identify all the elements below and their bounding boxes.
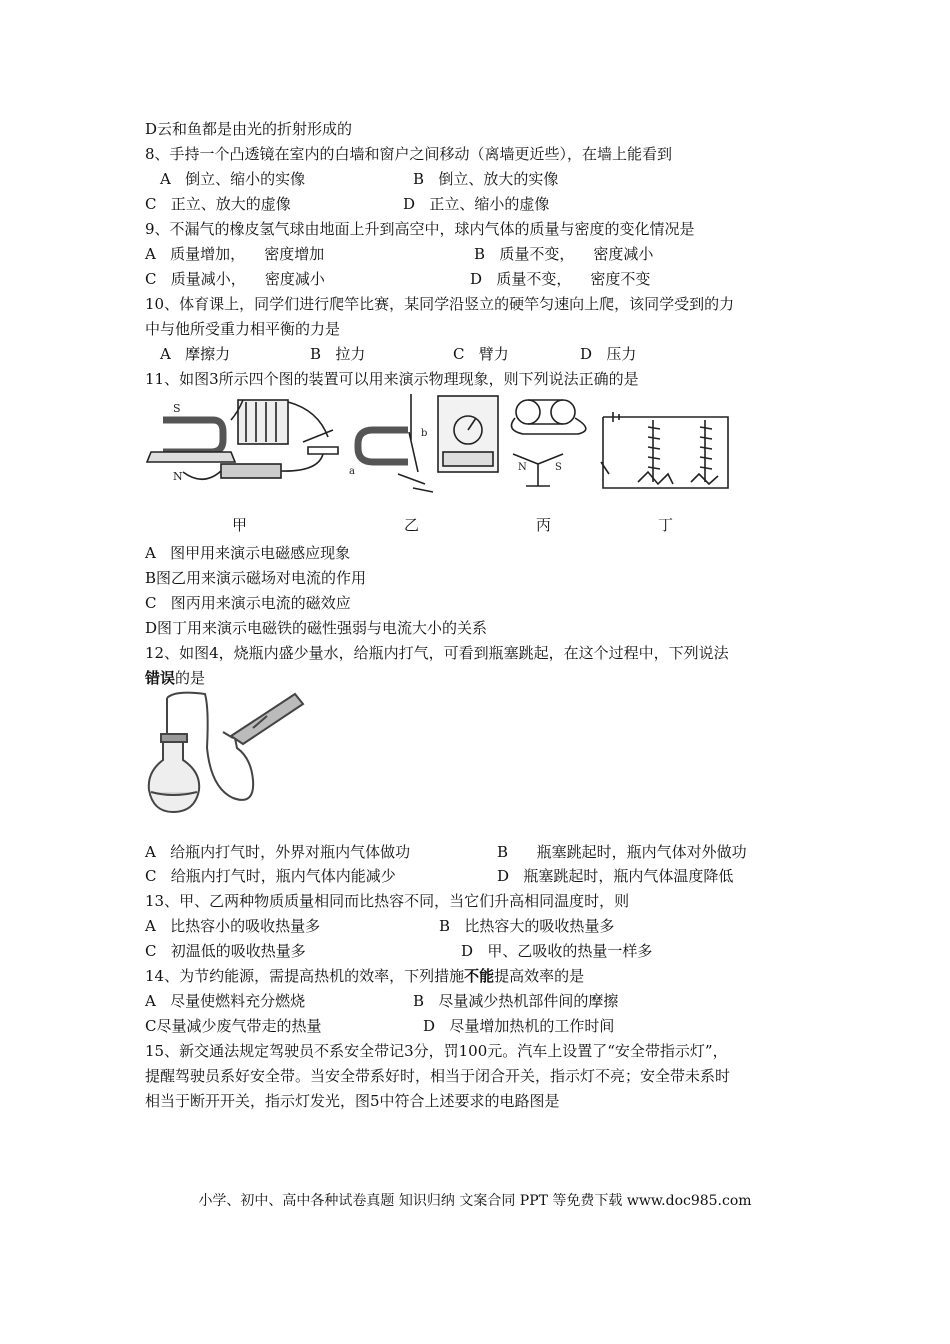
q11-option-b: B图乙用来演示磁场对电流的作用 bbox=[145, 569, 367, 587]
q12-option-b: B 瓶塞跳起时，瓶内气体对外做功 bbox=[497, 843, 747, 861]
q12-option-d: D 瓶塞跳起时，瓶内气体温度降低 bbox=[497, 867, 734, 885]
question-11: 11、如图3所示四个图的装置可以用来演示物理现象，则下列说法正确的是 bbox=[145, 370, 639, 388]
q8-option-a: A 倒立、缩小的实像 bbox=[160, 170, 306, 188]
figure-label-jia: 甲 bbox=[232, 516, 248, 534]
q9-option-b: B 质量不变， 密度减小 bbox=[474, 245, 654, 263]
q10-option-d: D 压力 bbox=[580, 345, 637, 363]
q10-option-c: C 臂力 bbox=[453, 345, 509, 363]
figure-label-yi: 乙 bbox=[404, 516, 420, 534]
svg-text:S: S bbox=[555, 462, 562, 473]
question-8: 8、手持一个凸透镜在室内的白墙和窗户之间移动（离墙更近些），在墙上能看到 bbox=[145, 145, 673, 163]
figure-ding-apparatus bbox=[601, 412, 728, 488]
q9-option-a: A 质量增加， 密度增加 bbox=[145, 245, 325, 263]
q12-emphasis-word: 错误 bbox=[145, 669, 176, 687]
question-12: 12、如图4，烧瓶内盛少量水，给瓶内打气，可看到瓶塞跳起，在这个过程中，下列说法 bbox=[145, 644, 729, 662]
wire-a-label: a bbox=[349, 466, 355, 477]
figure-4-flask-pump bbox=[145, 688, 305, 818]
q14-option-c: C尽量减少废气带走的热量 bbox=[145, 1017, 322, 1035]
q9-option-d: D 质量不变， 密度不变 bbox=[470, 270, 651, 288]
question-13: 13、甲、乙两种物质质量相同而比热容不同，当它们升高相同温度时，则 bbox=[145, 892, 630, 910]
q14-option-d: D 尽量增加热机的工作时间 bbox=[423, 1017, 615, 1035]
svg-text:N: N bbox=[518, 462, 527, 473]
q14-emphasis-word: 不能 bbox=[464, 967, 495, 985]
q8-option-b: B 倒立、放大的实像 bbox=[413, 170, 559, 188]
q8-option-c: C 正立、放大的虚像 bbox=[145, 195, 291, 213]
figure-3-apparatus bbox=[143, 392, 733, 500]
page-footer: 小学、初中、高中各种试卷真题 知识归纳 文案合同 PPT 等免费下载 www.doc985.com bbox=[198, 1193, 752, 1209]
q13-option-a: A 比热容小的吸收热量多 bbox=[145, 917, 321, 935]
q14-option-b: B 尽量减少热机部件间的摩擦 bbox=[413, 992, 619, 1010]
question-10-cont: 中与他所受重力相平衡的力是 bbox=[145, 320, 341, 338]
q13-option-b: B 比热容大的吸收热量多 bbox=[439, 917, 615, 935]
q8-option-d: D 正立、缩小的虚像 bbox=[403, 195, 550, 213]
q11-option-c: C 图丙用来演示电流的磁效应 bbox=[145, 594, 351, 612]
question-15: 15、新交通法规定驾驶员不系安全带记3分，罚100元。汽车上设置了“安全带指示灯”， bbox=[145, 1042, 728, 1060]
figure-jia-apparatus bbox=[147, 400, 338, 483]
q10-option-b: B 拉力 bbox=[310, 345, 366, 363]
magnet-s-label: S bbox=[173, 402, 181, 415]
question-15-cont-2: 相当于断开开关，指示灯发光，图5中符合上述要求的电路图是 bbox=[145, 1092, 560, 1110]
q12-tail-text: 的是 bbox=[175, 669, 206, 687]
q13-option-d: D 甲、乙吸收的热量一样多 bbox=[461, 942, 653, 960]
figure-bing-apparatus bbox=[511, 400, 585, 486]
q12-option-c: C 给瓶内打气时，瓶内气体内能减少 bbox=[145, 867, 396, 885]
option-d-q7: D云和鱼都是由光的折射形成的 bbox=[145, 120, 353, 138]
magnet-n-label: N bbox=[173, 470, 183, 483]
question-14 bbox=[145, 966, 584, 986]
figure-label-bing: 丙 bbox=[536, 516, 552, 534]
q14-option-a: A 尽量使燃料充分燃烧 bbox=[145, 992, 306, 1010]
q14-text-pre: 14、为节约能源，需提高热机的效率，下列措施 bbox=[145, 967, 465, 985]
question-10: 10、体育课上，同学们进行爬竿比赛，某同学沿竖立的硬竿匀速向上爬，该同学受到的力 bbox=[145, 295, 735, 313]
q12-option-a: A 给瓶内打气时，外界对瓶内气体做功 bbox=[145, 843, 411, 861]
q11-option-a: A 图甲用来演示电磁感应现象 bbox=[145, 544, 351, 562]
question-12-cont bbox=[145, 668, 205, 688]
figure-label-ding: 丁 bbox=[658, 516, 674, 534]
figure-yi-apparatus bbox=[349, 394, 498, 492]
q10-option-a: A 摩擦力 bbox=[160, 345, 231, 363]
question-15-cont-1: 提醒驾驶员系好安全带。当安全带系好时，相当于闭合开关，指示灯不亮；安全带未系时 bbox=[145, 1067, 731, 1085]
q14-text-post: 提高效率的是 bbox=[494, 967, 585, 985]
wire-b-label: b bbox=[421, 428, 428, 439]
q11-option-d: D图丁用来演示电磁铁的磁性强弱与电流大小的关系 bbox=[145, 619, 488, 637]
q13-option-c: C 初温低的吸收热量多 bbox=[145, 942, 306, 960]
q9-option-c: C 质量减小， 密度减小 bbox=[145, 270, 325, 288]
question-9: 9、不漏气的橡皮氢气球由地面上升到高空中，球内气体的质量与密度的变化情况是 bbox=[145, 220, 695, 238]
